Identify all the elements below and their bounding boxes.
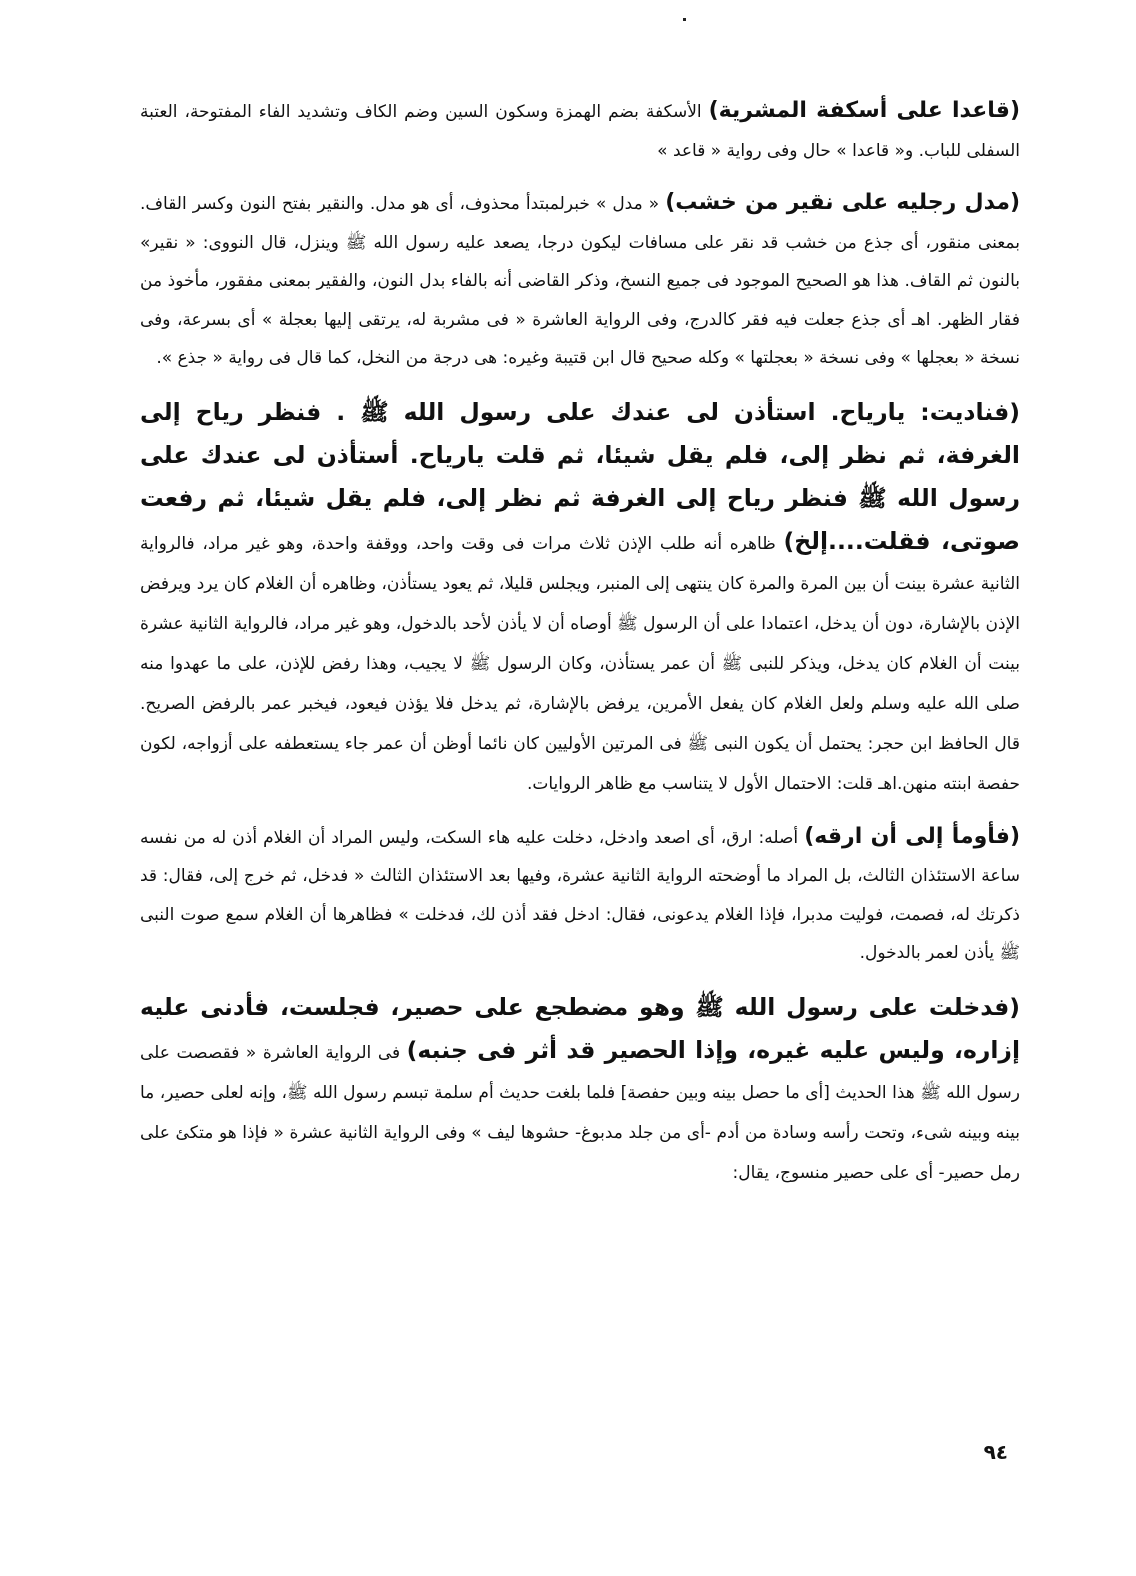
paragraph-hasir (140, 987, 1020, 1193)
paragraph-heading: (فأومأ إلى أن ارقه) (804, 823, 1020, 849)
paragraph-body: الأسكفة بضم الهمزة وسكون السين وضم الكاف وتشديد الفاء المفتوحة، العتبة السفلى للباب. و« قاعدا » حال وفى رواية « قاعد » (140, 102, 1020, 161)
paragraph-body: أصله: ارق، أى اصعد وادخل، دخلت عليه هاء السكت، وليس المراد أن الغلام أذن له من نفسه ساعة الاستئذان الثالث، بل المراد ما أوضحته الرواية الثانية عشرة، وفيها بعد الاستئذان الثالث « فدخل، ثم خرج إلى، فقال: قد ذكرتك له، فصمت، فوليت مدبرا، فإذا الغلام يدعونى، فقال: ادخل فقد أذن لك، فدخلت » فظاهرها أن الغلام سمع صوت النبى ﷺ يأذن لعمر بالدخول. (140, 827, 1020, 963)
page-number: ٩٤ (983, 1440, 1008, 1464)
paragraph-irqah (140, 818, 1020, 973)
paragraph-naqir (140, 184, 1020, 378)
paragraph-heading: (قاعدا على أسكفة المشرية) (708, 98, 1021, 123)
paragraph-body: فى الرواية العاشرة « فقصصت على رسول الله ﷺ هذا الحديث [أى ما حصل بينه وبين حفصة] فلما بلغت حديث أم سلمة تبسم رسول الله ﷺ، وإنه لعلى حصير، ما بينه وبينه شىء، وتحت رأسه وسادة من أدم -أى من جلد مدبوغ- حشوها ليف » وفى الرواية الثانية عشرة « فإذا هو متكئ على رمل حصير- أى على حصير منسوج، يقال: (140, 1042, 1020, 1183)
scan-speck (683, 18, 686, 21)
document-page (140, 92, 1020, 1207)
paragraph-body: « مدل » خبرلمبتدأ محذوف، أى هو مدل. والنقير بفتح النون وكسر القاف. بمعنى منقور، أى جذع من خشب قد نقر على مسافات ليكون درجا، يصعد عليه رسول الله ﷺ وينزل، قال النووى: « نقير» بالنون ثم القاف. هذا هو الصحيح الموجود فى جميع النسخ، وذكر القاضى أنه بالفاء بدل النون، والفقير بمعنى مفقور، مأخوذ من فقار الظهر. اهـ أى جذع جعلت فيه فقر كالدرج، وفى الرواية العاشرة « فى مشربة له، يرتقى إليها بعجلة » أى بسرعة، وفى نسخة « بعجلها » وفى نسخة « بعجلتها » وكله صحيح قال ابن قتيبة وغيره: هى درجة من النخل، كما قال فى رواية « جذع ». (140, 194, 1020, 368)
paragraph-heading: (مدل رجليه على نقير من خشب) (665, 190, 1021, 215)
paragraph-askufa (140, 92, 1020, 170)
paragraph-body: ظاهره أنه طلب الإذن ثلاث مرات فى وقت واحد، ووقفة واحدة، وهو غير مراد، فالرواية الثانية عشرة بينت أن بين المرة والمرة كان ينتهى إلى المنبر، ويجلس قليلا، ثم يعود يستأذن، وظاهره أن الغلام كان يرد ويرفض الإذن بالإشارة، دون أن يدخل، اعتمادا على أن الرسول ﷺ أوصاه أن لا يأذن لأحد بالدخول، وهو غير مراد، فالرواية الثانية عشرة بينت أن الغلام كان يدخل، ويذكر للنبى ﷺ أن عمر يستأذن، وكان الرسول ﷺ لا يجيب، وهذا رفض للإذن، على ما عهدوا منه صلى الله عليه وسلم ولعل الغلام كان يفعل الأمرين، يرفض بالإشارة، ثم يدخل فلا يؤذن فيعود، فيخبر عمر بالرفض الصريح. قال الحافظ ابن حجر: يحتمل أن يكون النبى ﷺ فى المرتين الأوليين كان نائما أوظن أن عمر جاء يستعطفه على أزواجه، لكون حفصة ابنته منهن.اهـ قلت: الاحتمال الأول لا يتناسب مع ظاهر الروايات. (140, 533, 1020, 794)
paragraph-rabah (140, 392, 1020, 804)
paragraph-heading: (فناديت: يارياح. استأذن لى عندك على رسول الله ﷺ . فنظر رياح إلى الغرفة، ثم نظر إلى، فلم يقل شيئا، ثم قلت يارياح. أستأذن لى عندك على رسول الله ﷺ فنظر رياح إلى الغرفة ثم نظر إلى، فلم يقل شيئا، ثم رفعت صوتى، فقلت....إلخ) (140, 397, 1021, 555)
paragraph-heading: (فدخلت على رسول الله ﷺ وهو مضطجع على حصير، فجلست، فأدنى عليه إزاره، وليس عليه غيره، وإذا الحصير قد أثر فى جنبه) (140, 992, 1020, 1064)
